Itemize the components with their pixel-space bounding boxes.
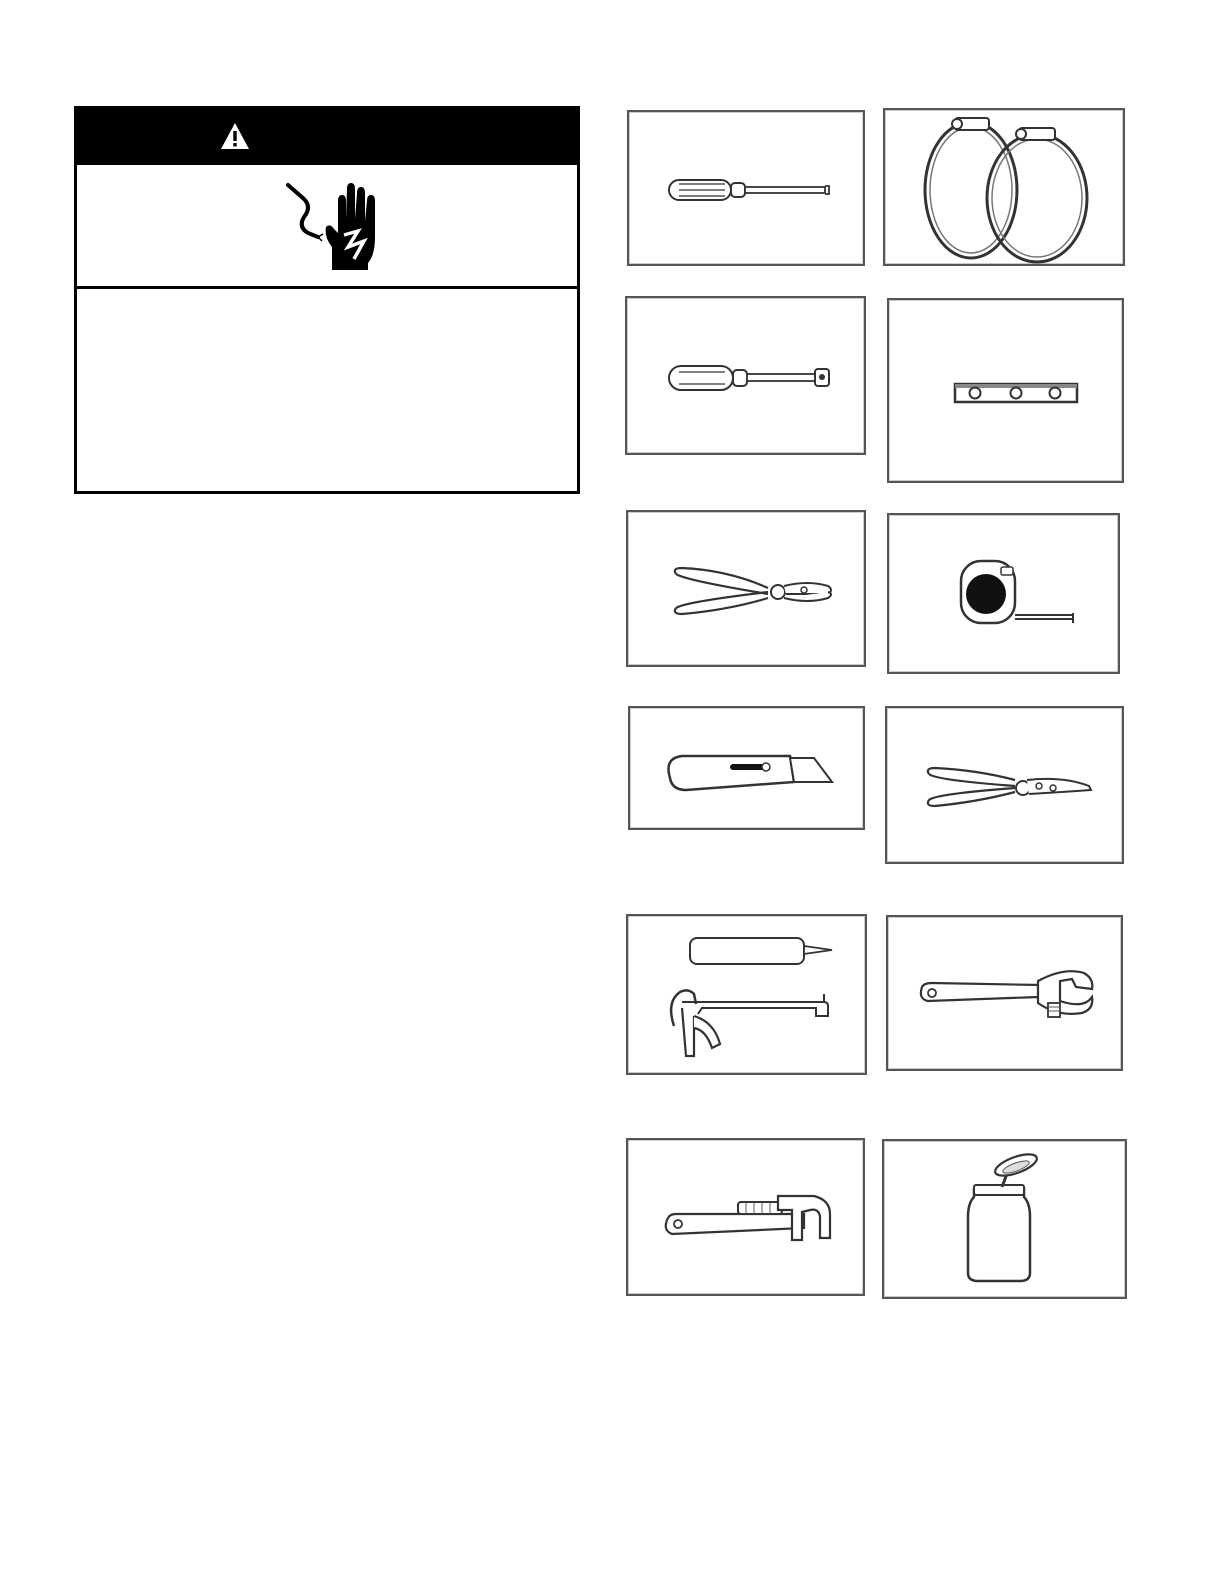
tool-tile-hose-clamps [883,108,1125,266]
warning-header [77,109,577,165]
pipe-joint-compound-icon [884,1141,1129,1301]
tool-tile-tape-measure [887,513,1120,674]
hose-clamps-icon [885,110,1127,268]
pipe-wrench-icon [628,1140,867,1298]
electrical-shock-warning-box [74,106,580,494]
adjustable-wrench-icon [888,917,1125,1073]
tool-tile-pipe-joint-compound [882,1139,1127,1299]
tool-tile-pipe-wrench [626,1138,865,1296]
tool-tile-tin-snips [885,706,1124,864]
tool-tile-adjustable-wrench [886,915,1123,1071]
caulking-gun-icon [628,916,869,1077]
warning-body-text [77,289,577,491]
tool-tile-caulking-gun [626,914,867,1075]
electrical-shock-hand-icon [284,175,384,275]
alert-triangle-icon [219,121,251,151]
flat-blade-screwdriver-icon [629,112,867,268]
tool-tile-level [887,298,1124,483]
level-icon [889,300,1126,485]
warning-symbol-area [77,165,577,289]
tape-measure-icon [889,515,1122,676]
tool-tile-utility-knife [628,706,865,830]
tool-tile-flat-blade-screwdriver [627,110,865,266]
nut-driver-icon [627,298,868,457]
pliers-icon [628,512,868,669]
tool-tile-pliers [626,510,866,667]
tin-snips-icon [887,708,1126,866]
tool-tile-nut-driver [625,296,866,455]
utility-knife-icon [630,708,867,832]
